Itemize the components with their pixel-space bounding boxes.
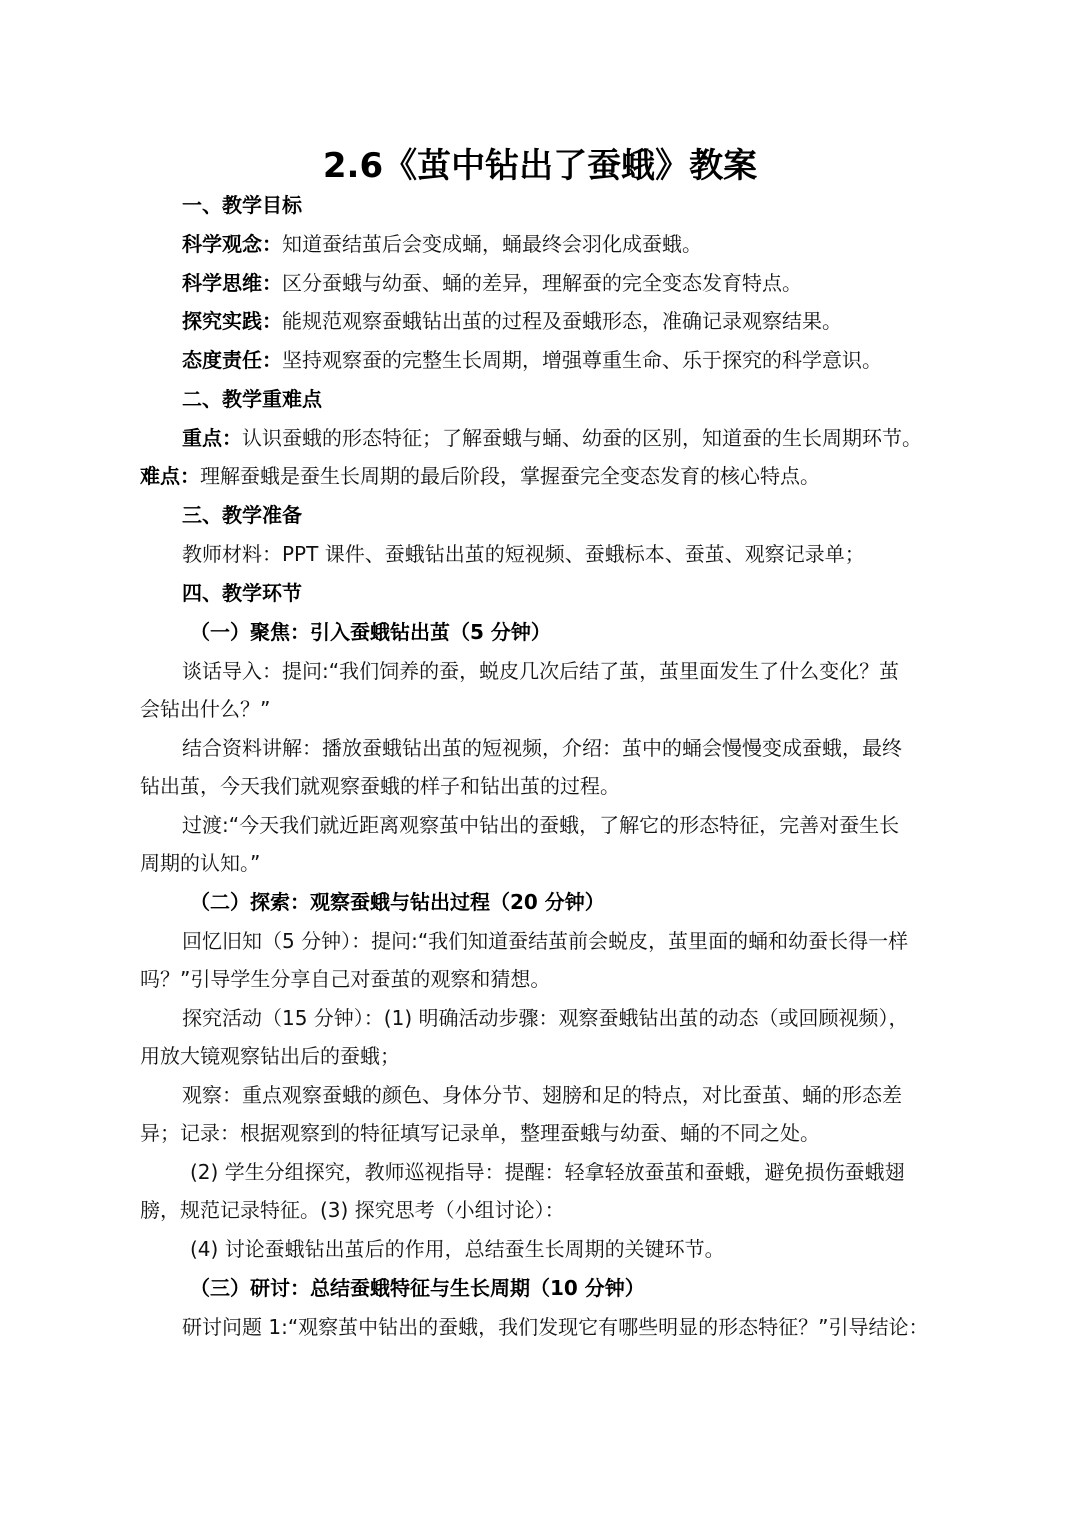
objective-text: 区分蚕蛾与幼蚕、蛹的差异，理解蚕的完全变态发育特点。 [282, 271, 802, 295]
key-point [182, 423, 922, 453]
paragraph-line: (2) 学生分组探究，教师巡视指导：提醒：轻拿轻放蚕茧和蚕蛾，避免损伤蚕蛾翅 [190, 1160, 905, 1184]
objective-label: 探究实践： [182, 309, 282, 333]
paragraph-line: 会钻出什么？” [140, 697, 271, 721]
difficult-point-text: 理解蚕蛾是蚕生长周期的最后阶段，掌握蚕完全变态发育的核心特点。 [200, 464, 820, 488]
paragraph-line: 研讨问题 1:“观察茧中钻出的蚕蛾，我们发现它有哪些明显的形态特征？”引导结论： [182, 1315, 929, 1339]
paragraph-line: 吗？”引导学生分享自己对蚕茧的观察和猜想。 [140, 967, 551, 991]
paragraph-line: 异；记录：根据观察到的特征填写记录单，整理蚕蛾与幼蚕、蛹的不同之处。 [140, 1121, 820, 1145]
section-heading-procedure: 四、教学环节 [182, 581, 302, 605]
objective-text: 坚持观察蚕的完整生长周期，增强尊重生命、乐于探究的科学意识。 [282, 348, 882, 372]
paragraph-line: 观察：重点观察蚕蛾的颜色、身体分节、翅膀和足的特点，对比蚕茧、蛹的形态差 [182, 1083, 902, 1107]
objective-item [182, 345, 882, 375]
paragraph-line: 谈话导入：提问:“我们饲养的蚕，蜕皮几次后结了茧，茧里面发生了什么变化？茧 [182, 659, 900, 683]
key-point-label: 重点： [182, 426, 242, 450]
subsection-heading-discuss: （三）研讨：总结蚕蛾特征与生长周期（10 分钟） [190, 1276, 645, 1300]
paragraph-line: (4) 讨论蚕蛾钻出茧后的作用，总结蚕生长周期的关键环节。 [190, 1237, 725, 1261]
paragraph-line: 用放大镜观察钻出后的蚕蛾； [140, 1044, 400, 1068]
subsection-heading-explore: （二）探索：观察蚕蛾与钻出过程（20 分钟） [190, 890, 605, 914]
paragraph-line: 探究活动（15 分钟）：(1) 明确活动步骤：观察蚕蛾钻出茧的动态（或回顾视频）， [182, 1006, 909, 1030]
objective-label: 态度责任： [182, 348, 282, 372]
objective-text: 知道蚕结茧后会变成蛹，蛹最终会羽化成蚕蛾。 [282, 232, 702, 256]
objective-text: 能规范观察蚕蛾钻出茧的过程及蚕蛾形态，准确记录观察结果。 [282, 309, 842, 333]
paragraph-line: 钻出茧，今天我们就观察蚕蛾的样子和钻出茧的过程。 [140, 774, 620, 798]
objective-label: 科学思维： [182, 271, 282, 295]
paragraph-line: 回忆旧知（5 分钟）：提问:“我们知道蚕结茧前会蜕皮，茧里面的蛹和幼蚕长得一样 [182, 929, 909, 953]
page-title: 2.6《茧中钻出了蚕蛾》教案 [322, 146, 758, 186]
paragraph-line: 过渡:“今天我们就近距离观察茧中钻出的蚕蛾，了解它的形态特征，完善对蚕生长 [182, 813, 900, 837]
objective-label: 科学观念： [182, 232, 282, 256]
objective-item [182, 268, 802, 298]
objective-item [182, 306, 842, 336]
preparation-text: 教师材料：PPT 课件、蚕蛾钻出茧的短视频、蚕蛾标本、蚕茧、观察记录单； [182, 542, 865, 566]
objective-item [182, 229, 702, 259]
section-heading-key-points: 二、教学重难点 [182, 387, 322, 411]
difficult-point-label: 难点： [140, 464, 200, 488]
paragraph-line: 周期的认知。” [140, 851, 261, 875]
paragraph-line: 结合资料讲解：播放蚕蛾钻出茧的短视频，介绍：茧中的蛹会慢慢变成蚕蛾，最终 [182, 736, 902, 760]
difficult-point [140, 461, 820, 491]
key-point-text: 认识蚕蛾的形态特征；了解蚕蛾与蛹、幼蚕的区别，知道蚕的生长周期环节。 [242, 426, 922, 450]
paragraph-line: 膀，规范记录特征。(3) 探究思考（小组讨论）： [140, 1198, 565, 1222]
section-heading-objectives: 一、教学目标 [182, 193, 302, 217]
subsection-heading-focus: （一）聚焦：引入蚕蛾钻出茧（5 分钟） [190, 620, 551, 644]
section-heading-preparation: 三、教学准备 [182, 503, 302, 527]
